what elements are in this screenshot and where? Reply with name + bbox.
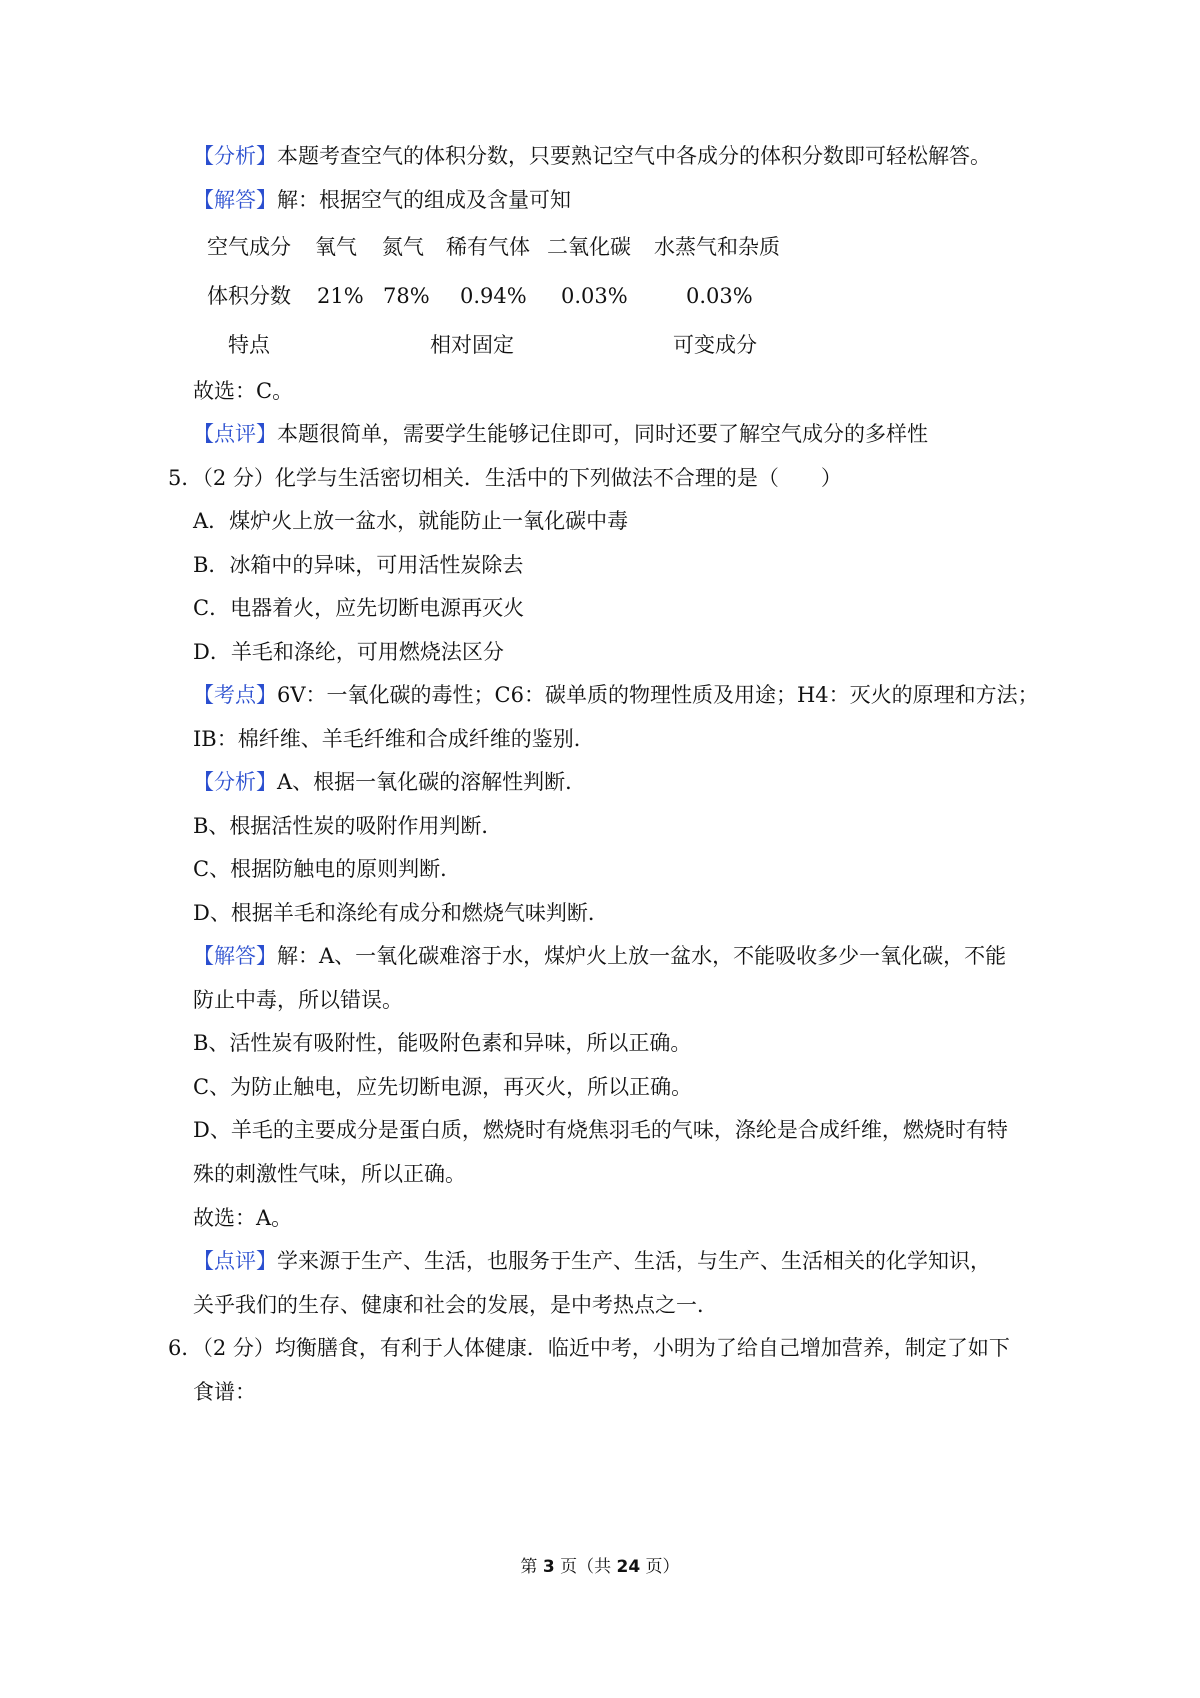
table-header-cell: 二氧化碳: [547, 235, 631, 259]
q5-analysis-c: C、根据防触电的原则判断．: [193, 857, 462, 881]
table-header-cell: 水蒸气和杂质: [654, 235, 780, 259]
q5-comment-2: 关乎我们的生存、健康和社会的发展，是中考热点之一．: [193, 1293, 718, 1317]
q5-option-a: A．煤炉火上放一盆水，就能防止一氧化碳中毒: [193, 509, 629, 533]
table-cell: 21%: [317, 284, 364, 308]
q5-analysis-b: B、根据活性炭的吸附作用判断．: [193, 814, 503, 838]
q5-answer-line: [193, 941, 1006, 971]
table-header-cell: 氮气: [382, 235, 424, 259]
table-header-cell: 空气成分: [207, 235, 291, 259]
table-cell: 0.03%: [686, 284, 753, 308]
q5-comment-1: 学来源于生产、生活，也服务于生产、生活，与生产、生活相关的化学知识，: [277, 1249, 991, 1273]
answer-tag: 【解答】: [193, 188, 277, 212]
footer-suffix: 页）: [640, 1557, 680, 1577]
q4-comment-text: 本题很简单，需要学生能够记住即可，同时还要了解空气成分的多样性: [277, 422, 928, 446]
q5-answer-d2: 殊的刺激性气味，所以正确。: [193, 1162, 466, 1186]
comment-tag: 【点评】: [193, 1249, 277, 1273]
answer-tag: 【解答】: [193, 944, 277, 968]
q5-stem: 5．（2 分）化学与生活密切相关．生活中的下列做法不合理的是（ ）: [168, 466, 842, 490]
q5-points-line: [193, 680, 1039, 710]
total-pages: 24: [616, 1557, 641, 1577]
q5-answer-c: C、为防止触电，应先切断电源，再灭火，所以正确。: [193, 1075, 693, 1099]
table-header-cell: 氧气: [315, 235, 357, 259]
q5-option-b: B．冰箱中的异味，可用活性炭除去: [193, 553, 524, 577]
q5-analysis-a: A、根据一氧化碳的溶解性判断．: [277, 770, 587, 794]
analysis-tag: 【分析】: [193, 144, 277, 168]
comment-tag: 【点评】: [193, 422, 277, 446]
q5-answer-d1: D、羊毛的主要成分是蛋白质，燃烧时有烧焦羽毛的气味，涤纶是合成纤维，燃烧时有特: [193, 1118, 1008, 1142]
analysis-tag: 【分析】: [193, 770, 277, 794]
q5-analysis-d: D、根据羊毛和涤纶有成分和燃烧气味判断．: [193, 901, 609, 925]
q5-points-line-2: IB：棉纤维、羊毛纤维和合成纤维的鉴别．: [193, 727, 595, 751]
q6-stem-1: 6．（2 分）均衡膳食，有利于人体健康．临近中考，小明为了给自己增加营养，制定了如下: [168, 1336, 1010, 1360]
q5-answer-b: B、活性炭有吸附性，能吸附色素和异味，所以正确。: [193, 1031, 692, 1055]
table-cell: 可变成分: [673, 333, 757, 357]
q4-choice: 故选：C。: [193, 379, 294, 403]
q4-answer-intro: 解：根据空气的组成及含量可知: [277, 188, 571, 212]
table-cell: 特点: [228, 333, 270, 357]
q5-option-d: D．羊毛和涤纶，可用燃烧法区分: [193, 640, 504, 664]
table-cell: 0.94%: [460, 284, 527, 308]
q4-analysis-line: [193, 141, 991, 171]
q6-stem-2: 食谱：: [193, 1380, 256, 1404]
q4-comment-line: [193, 419, 928, 449]
table-cell: 78%: [383, 284, 430, 308]
q5-points-text: 6V：一氧化碳的毒性；C6：碳单质的物理性质及用途；H4：灭火的原理和方法；: [277, 683, 1039, 707]
q5-answer-a1: 解：A、一氧化碳难溶于水，煤炉火上放一盆水，不能吸收多少一氧化碳，不能: [277, 944, 1007, 968]
footer-prefix: 第: [520, 1557, 543, 1577]
q5-answer-a2: 防止中毒，所以错误。: [193, 988, 403, 1012]
q5-analysis-line: [193, 767, 586, 797]
points-tag: 【考点】: [193, 683, 277, 707]
footer-middle: 页（共: [554, 1557, 617, 1577]
table-cell: 体积分数: [207, 284, 291, 308]
table-cell: 相对固定: [430, 333, 514, 357]
page-number: 3: [542, 1557, 555, 1577]
table-cell: 0.03%: [561, 284, 628, 308]
table-header-cell: 稀有气体: [446, 235, 530, 259]
page-footer: [0, 1552, 1200, 1577]
q5-comment-line: [193, 1246, 991, 1276]
q4-analysis-text: 本题考查空气的体积分数，只要熟记空气中各成分的体积分数即可轻松解答。: [277, 144, 991, 168]
q5-choice: 故选：A。: [193, 1206, 293, 1230]
q5-option-c: C．电器着火，应先切断电源再灭火: [193, 596, 525, 620]
q4-answer-line: [193, 185, 571, 215]
